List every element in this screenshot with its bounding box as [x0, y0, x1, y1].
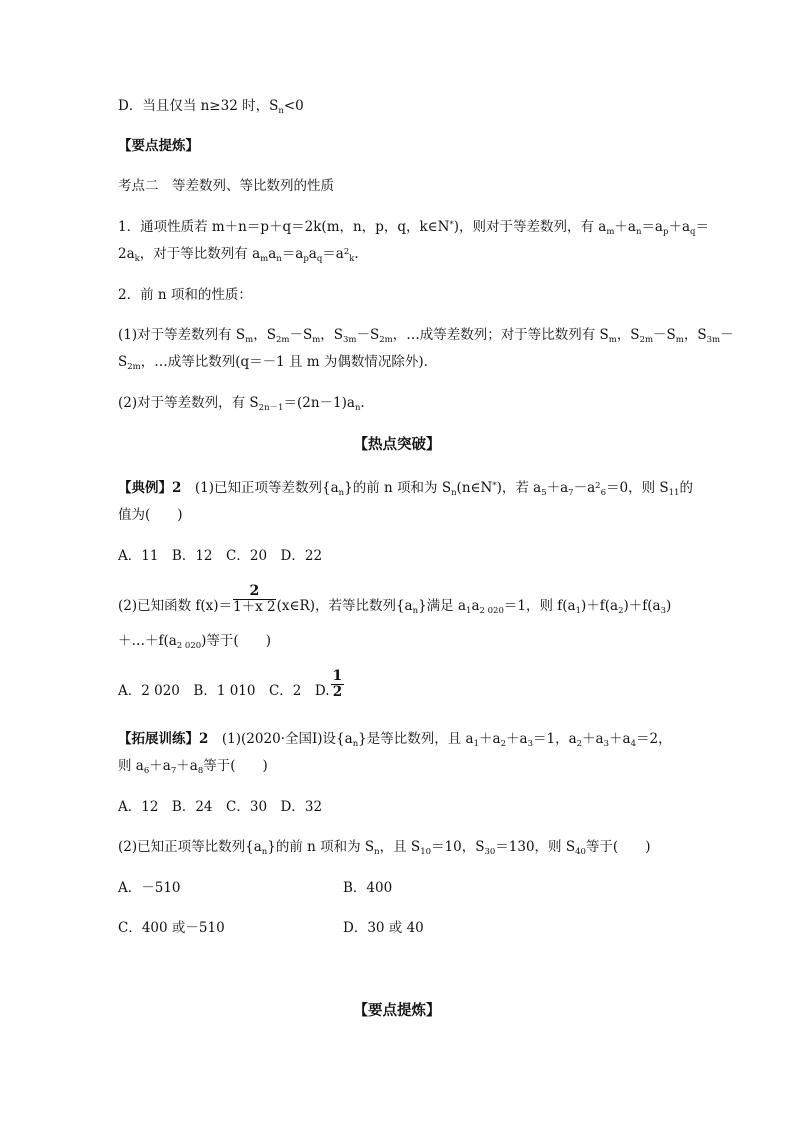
example-2-line-1: (2)已知函数 f(x)＝ $\frac{2}{1+x 2}$ (x∈R)，若等比数列$\{a_n\}$满足 $a_1a_{2 020}=1$，则 $f(a_1)+f(a_2)+f(a_3)$ — [118, 583, 672, 616]
fraction: $\frac{1}{2}$ — [332, 668, 343, 700]
property-1-line-2: $2a_k$，对于等比数列有 $a_ma_n=a_pa_q=a^2_k$. — [118, 246, 359, 264]
section-header-key-points: 【要点提炼】 — [118, 138, 199, 154]
example-1-options: A．11 B．12 C．20 D．22 — [118, 548, 323, 564]
fraction: $\frac{2}{1+x 2}$ — [233, 583, 276, 615]
topic-title: 考点二 等差数列、等比数列的性质 — [118, 178, 334, 194]
example-1-line-1: 【典例】2 (1)已知正项等差数列$\{a_n\}$的前 n 项和为 $S_n(n\in N^*)$，若 $a_5+a_7-a^2_6=0$，则 $S_{11}$的 — [118, 480, 693, 498]
sum-property-2: (2)对于等差数列，有 $S_{2n-1}=(2n-1)a_n$. — [118, 395, 365, 413]
section-header-key-points-2: 【要点提炼】 — [353, 1002, 441, 1019]
example-2-options: A．2 020 B．1 010 C．2 D. $\frac{1}{2}$ — [118, 668, 343, 700]
property-1-line-1: 1．通项性质若 m＋n＝p＋q＝2k(m，n，p，q，k∈N*)，则对于等差数列，有 $a_m+a_n=a_p+a_q=$ — [118, 219, 709, 237]
training-1-line-1: 【拓展训练】2 (1)(2020·全国Ⅰ)设$\{a_n\}$是等比数列，且 $a_1+a_2+a_3=1$，$a_2+a_3+a_4=2$， — [118, 731, 672, 749]
example-2-line-2: $+\dots+f(a_{2 020})$等于( ) — [118, 633, 271, 651]
training-2-option-d: D．30 或 40 — [343, 920, 424, 936]
sum-property-1-line-1: (1)对于等差数列有 $S_m$，$S_{2m}-S_m$，$S_{3m}-S_{2m}$，…成等差数列；对于等比数列有 $S_m$，$S_{2m}-S_m$，$S_{3m}-$ — [118, 327, 734, 345]
sum-property-1-line-2: $S_{2m}$，…成等比数列(q＝－1 且 m 为偶数情况除外)． — [118, 354, 438, 372]
training-2-line-1: (2)已知正项等比数列$\{a_n\}$的前 n 项和为 $S_n$，且 $S_{10}=10$，$S_{30}=130$，则 $S_{40}$等于( ) — [118, 839, 651, 857]
training-2-option-b: B．400 — [343, 880, 393, 896]
section-header-hot-topics: 【热点突破】 — [353, 436, 441, 453]
property-2-title: 2．前 n 项和的性质： — [118, 287, 252, 303]
option-d-line: D．当且仅当 n≥32 时，$S_n<0$ — [118, 98, 304, 116]
training-1-options: A．12 B．24 C．30 D．32 — [118, 799, 323, 815]
training-2-options-row-2: C．400 或－510 — [118, 920, 225, 936]
training-2-options-row-1: A．－510 — [118, 880, 181, 896]
training-1-line-2: 则 $a_6+a_7+a_8$等于( ) — [118, 758, 268, 776]
example-1-line-2: 值为( ) — [118, 507, 183, 523]
